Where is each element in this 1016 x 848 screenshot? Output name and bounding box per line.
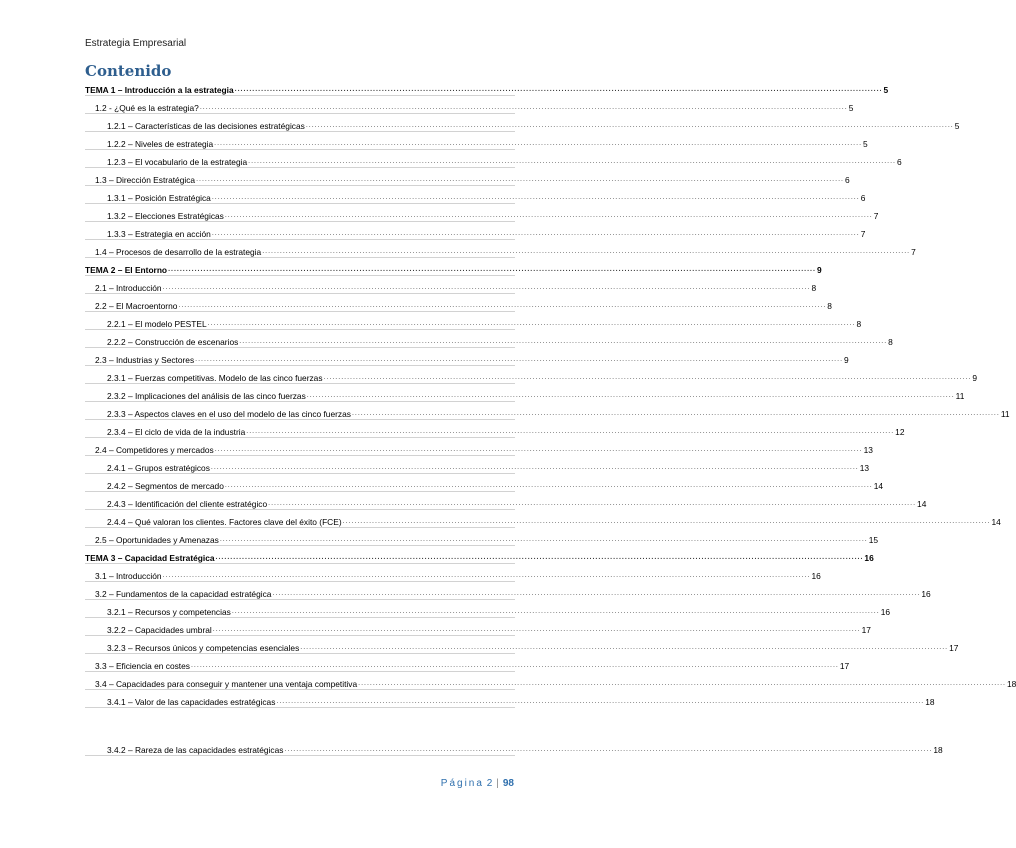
toc-leader-dots: ............................................................................................................................................................................................................................ xyxy=(268,500,917,507)
toc-leader-dots: ............................................................................................................................................................................................................................ xyxy=(246,428,895,435)
toc-entry[interactable] xyxy=(85,156,902,168)
toc-entry-page: 13 xyxy=(863,445,873,455)
toc-entry-page: 6 xyxy=(860,193,866,203)
toc-entry[interactable] xyxy=(85,300,832,312)
toc-entry-page: 17 xyxy=(839,661,850,671)
toc-entry-title: 2.1 – Introducción xyxy=(95,283,162,293)
page-number: 2 xyxy=(486,778,493,789)
toc-leader-dots: ............................................................................................................................................................................................................................ xyxy=(342,518,991,525)
toc-entry-title: 3.1 – Introducción xyxy=(95,571,162,581)
toc-entry[interactable] xyxy=(85,642,959,654)
toc-entry[interactable] xyxy=(85,264,822,276)
toc-entry-page: 7 xyxy=(873,211,879,221)
toc-entry-title: 2.3 – Industrias y Sectores xyxy=(95,355,195,365)
toc-entry-page: 14 xyxy=(991,517,1001,527)
toc-entry[interactable] xyxy=(85,210,879,222)
toc-leader-dots: ............................................................................................................................................................................................................................ xyxy=(190,662,839,669)
toc-leader-dots: ............................................................................................................................................................................................................................ xyxy=(300,644,949,651)
toc-entry-page: 15 xyxy=(868,535,879,545)
toc-entry[interactable] xyxy=(85,390,965,402)
toc-entry[interactable] xyxy=(85,678,1016,690)
toc-leader-dots: ............................................................................................................................................................................................................................ xyxy=(234,86,883,93)
toc-entry-page: 8 xyxy=(811,283,817,293)
page-footer xyxy=(441,778,514,789)
running-header: Estrategia Empresarial xyxy=(85,38,187,49)
toc-entry-title: 2.3.4 – El ciclo de vida de la industria xyxy=(107,427,246,437)
toc-entry[interactable] xyxy=(85,318,862,330)
toc-entry-title: 1.2.1 – Características de las decisiones estratégicas xyxy=(107,121,305,131)
toc-entry-title: TEMA 2 – El Entorno xyxy=(85,265,168,275)
toc-entry-title: 3.2.1 – Recursos y competencias xyxy=(107,607,231,617)
toc-entry[interactable] xyxy=(85,354,849,366)
toc-entry[interactable] xyxy=(85,696,935,708)
toc-entry-title: 3.4 – Capacidades para conseguir y mantener una ventaja competitiva xyxy=(95,679,358,689)
toc-entry[interactable] xyxy=(85,174,850,186)
toc-entry-page: 18 xyxy=(925,697,935,707)
toc-entry-page: 8 xyxy=(827,301,832,311)
toc-entry-page: 18 xyxy=(1007,679,1016,689)
toc-entry[interactable] xyxy=(85,516,1001,528)
toc-entry-title: 1.3.3 – Estrategia en acción xyxy=(107,229,211,239)
toc-entry-page: 6 xyxy=(844,175,850,185)
toc-entry-title: 1.3.1 – Posición Estratégica xyxy=(107,193,211,203)
toc-leader-dots: ............................................................................................................................................................................................................................ xyxy=(162,572,811,579)
toc-leader-dots: ............................................................................................................................................................................................................................ xyxy=(215,554,864,561)
toc-leader-dots: ............................................................................................................................................................................................................................ xyxy=(211,230,860,237)
toc-entry-title: 1.3 – Dirección Estratégica xyxy=(95,175,196,185)
toc-leader-dots: ............................................................................................................................................................................................................................ xyxy=(224,212,873,219)
toc-leader-dots: ............................................................................................................................................................................................................................ xyxy=(168,266,816,273)
toc-leader-dots: ............................................................................................................................................................................................................................ xyxy=(272,590,921,597)
toc-entry-title: 3.4.1 – Valor de las capacidades estratégicas xyxy=(107,697,276,707)
toc-entry-title: 1.2.3 – El vocabulario de la estrategia xyxy=(107,157,248,167)
toc-entry[interactable] xyxy=(85,552,874,564)
toc-leader-dots: ............................................................................................................................................................................................................................ xyxy=(248,158,897,165)
toc-entry-title: TEMA 3 – Capacidad Estratégica xyxy=(85,553,215,563)
toc-entry[interactable] xyxy=(85,84,889,96)
toc-entry-page: 12 xyxy=(895,427,905,437)
toc-entry[interactable] xyxy=(85,246,916,258)
toc-entry-page: 9 xyxy=(844,355,849,365)
toc-entry[interactable] xyxy=(85,102,854,114)
toc-leader-dots: ............................................................................................................................................................................................................................ xyxy=(231,608,880,615)
toc-entry-page: 16 xyxy=(921,589,931,599)
toc-leader-dots: ............................................................................................................................................................................................................................ xyxy=(284,746,933,753)
toc-entry[interactable] xyxy=(85,606,891,618)
toc-entry[interactable] xyxy=(85,282,817,294)
toc-entry[interactable] xyxy=(85,192,866,204)
toc-leader-dots: ............................................................................................................................................................................................................................ xyxy=(212,626,861,633)
toc-entry-page: 9 xyxy=(972,373,978,383)
toc-leader-dots: ............................................................................................................................................................................................................................ xyxy=(239,338,888,345)
toc-entry-page: 5 xyxy=(848,103,854,113)
toc-entry-page: 16 xyxy=(811,571,821,581)
toc-entry-title: 3.4.2 – Rareza de las capacidades estratégicas xyxy=(107,745,284,755)
toc-entry-page: 8 xyxy=(856,319,862,329)
toc-entry-page: 18 xyxy=(933,745,943,755)
toc-leader-dots: ............................................................................................................................................................................................................................ xyxy=(276,698,925,705)
toc-entry-title: 3.2.2 – Capacidades umbral xyxy=(107,625,212,635)
toc-entry[interactable] xyxy=(85,426,905,438)
toc-leader-dots: ............................................................................................................................................................................................................................ xyxy=(214,446,863,453)
toc-entry[interactable] xyxy=(85,120,960,132)
toc-entry-title: 2.2.2 – Construcción de escenarios xyxy=(107,337,239,347)
toc-entry-title: 3.2 – Fundamentos de la capacidad estratégica xyxy=(95,589,272,599)
toc-entry-page: 7 xyxy=(860,229,866,239)
toc-entry[interactable] xyxy=(85,660,850,672)
toc-entry-page: 5 xyxy=(883,85,889,95)
toc-entry-page: 9 xyxy=(816,265,822,275)
toc-entry[interactable] xyxy=(85,480,884,492)
toc-entry-title: 2.3.1 – Fuerzas competitivas. Modelo de las cinco fuerzas xyxy=(107,373,323,383)
toc-entry-page: 17 xyxy=(949,643,959,653)
toc-entry-title: TEMA 1 – Introducción a la estrategia xyxy=(85,85,234,95)
toc-entry-page: 14 xyxy=(873,481,884,491)
toc-entry-title: 2.4.4 – Qué valoran los clientes. Factores clave del éxito (FCE) xyxy=(107,517,342,527)
toc-entry[interactable] xyxy=(85,336,893,348)
toc-leader-dots: ............................................................................................................................................................................................................................ xyxy=(305,122,954,129)
toc-entry[interactable] xyxy=(85,444,873,456)
toc-entry[interactable] xyxy=(85,408,1010,420)
toc-entry[interactable] xyxy=(85,588,931,600)
toc-entry-title: 2.5 – Oportunidades y Amenazas xyxy=(95,535,219,545)
toc-entry[interactable] xyxy=(85,570,821,582)
toc-leader-dots: ............................................................................................................................................................................................................................ xyxy=(323,374,972,381)
toc-entry-page: 16 xyxy=(864,553,874,563)
toc-entry-title: 2.3.2 – Implicaciones del análisis de las cinco fuerzas xyxy=(107,391,306,401)
toc-entry-page: 7 xyxy=(911,247,916,257)
toc-title: Contenido xyxy=(85,62,172,80)
toc-entry-page: 11 xyxy=(1000,409,1010,419)
toc-leader-dots: ............................................................................................................................................................................................................................ xyxy=(351,410,1000,417)
toc-leader-dots: ............................................................................................................................................................................................................................ xyxy=(224,482,873,489)
toc-entry-page: 5 xyxy=(863,139,868,149)
toc-leader-dots: ............................................................................................................................................................................................................................ xyxy=(358,680,1006,687)
toc-entry-title: 1.3.2 – Elecciones Estratégicas xyxy=(107,211,224,221)
toc-entry[interactable] xyxy=(85,228,866,240)
toc-entry-page: 5 xyxy=(954,121,960,131)
toc-entry-title: 2.4.2 – Segmentos de mercado xyxy=(107,481,224,491)
toc-entry-page: 14 xyxy=(917,499,927,509)
page-label: Página xyxy=(440,778,484,789)
toc-entry[interactable] xyxy=(85,372,978,384)
toc-entry[interactable] xyxy=(85,624,871,636)
toc-entry-title: 1.2 - ¿Qué es la estrategia? xyxy=(95,103,199,113)
footer-separator: | xyxy=(496,778,499,789)
toc-entry-title: 2.4 – Competidores y mercados xyxy=(95,445,214,455)
toc-leader-dots: ............................................................................................................................................................................................................................ xyxy=(262,248,911,255)
toc-leader-dots: ............................................................................................................................................................................................................................ xyxy=(178,302,827,309)
toc-entry-title: 3.3 – Eficiencia en costes xyxy=(95,661,190,671)
toc-leader-dots: ............................................................................................................................................................................................................................ xyxy=(162,284,811,291)
toc-leader-dots: ............................................................................................................................................................................................................................ xyxy=(199,104,848,111)
toc-entry-title: 2.2.1 – El modelo PESTEL xyxy=(107,319,207,329)
toc-entry-page: 11 xyxy=(955,391,965,401)
toc-entry[interactable] xyxy=(85,138,868,150)
toc-leader-dots: ............................................................................................................................................................................................................................ xyxy=(211,194,860,201)
toc-entry[interactable] xyxy=(85,534,879,546)
toc-entry[interactable] xyxy=(85,498,927,510)
toc-entry-title: 2.3.3 – Aspectos claves en el uso del modelo de las cinco fuerzas xyxy=(107,409,351,419)
toc-entry-page: 17 xyxy=(861,625,871,635)
toc-entry-page: 16 xyxy=(880,607,891,617)
toc-entry-title: 2.2 – El Macroentorno xyxy=(95,301,178,311)
toc-leader-dots: ............................................................................................................................................................................................................................ xyxy=(207,320,856,327)
toc-entry-page: 13 xyxy=(859,463,870,473)
toc-entry[interactable] xyxy=(85,744,943,756)
total-pages: 98 xyxy=(502,778,514,789)
toc-entry-title: 1.2.2 – Niveles de estrategia xyxy=(107,139,214,149)
toc-leader-dots: ............................................................................................................................................................................................................................ xyxy=(219,536,868,543)
toc-entry-page: 8 xyxy=(888,337,893,347)
toc-entry-title: 2.4.1 – Grupos estratégicos xyxy=(107,463,210,473)
toc-entry[interactable] xyxy=(85,462,870,474)
toc-entry-title: 1.4 – Procesos de desarrollo de la estrategia xyxy=(95,247,262,257)
toc-leader-dots: ............................................................................................................................................................................................................................ xyxy=(195,356,844,363)
toc-entry-title: 2.4.3 – Identificación del cliente estratégico xyxy=(107,499,268,509)
toc-entry-page: 6 xyxy=(897,157,902,167)
toc-leader-dots: ............................................................................................................................................................................................................................ xyxy=(306,392,955,399)
toc-leader-dots: ............................................................................................................................................................................................................................ xyxy=(196,176,844,183)
toc-leader-dots: ............................................................................................................................................................................................................................ xyxy=(214,140,863,147)
toc-entry-title: 3.2.3 – Recursos únicos y competencias esenciales xyxy=(107,643,300,653)
toc-leader-dots: ............................................................................................................................................................................................................................ xyxy=(210,464,859,471)
